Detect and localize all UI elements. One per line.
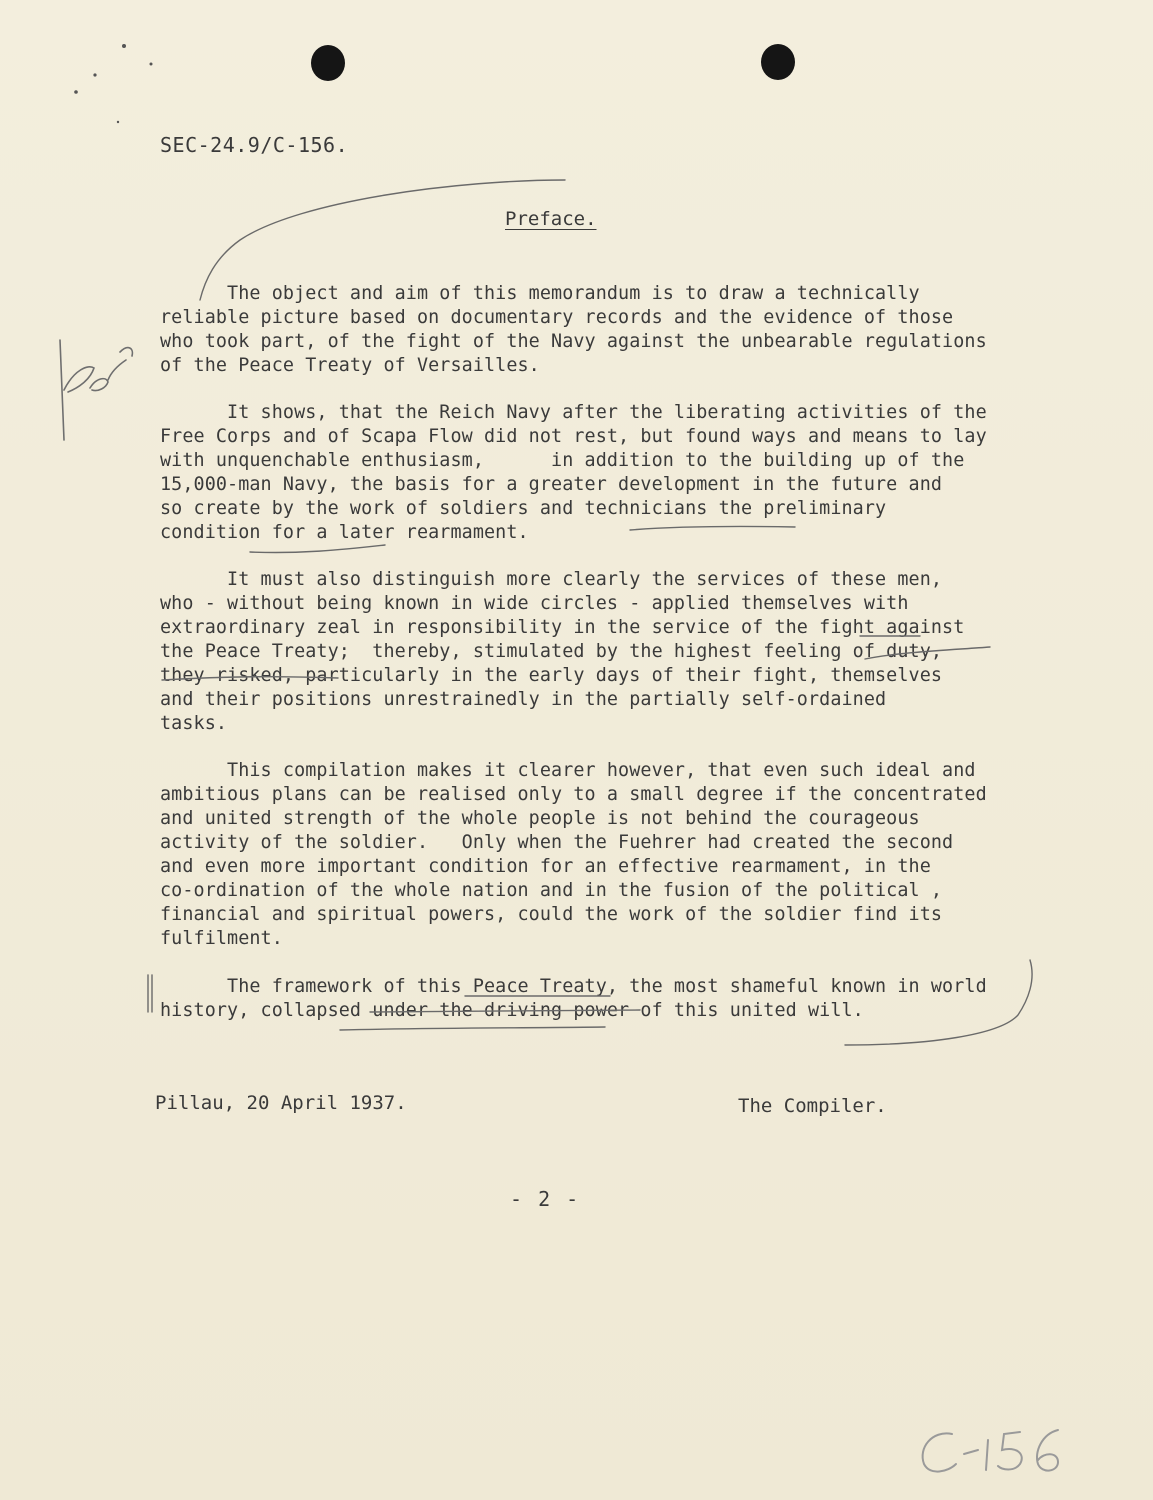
handwritten-document-number: [912, 1420, 1072, 1480]
page-title: Preface.: [505, 208, 597, 230]
pencil-underline: [340, 1027, 605, 1030]
pencil-underline: [250, 545, 385, 553]
paragraph: It must also distinguish more clearly the services of these men, who - without being known in wide circles - applied themselves with extraordinary zeal in responsibility in the service of the fight against the Peace Treaty; thereby, stimulated by the highest feeling of duty, they risked, particularly in the early days of their fight, themselves and their positions unrestrainedly in the partially self-ordained tasks.: [160, 569, 965, 734]
paragraph: The object and aim of this memorandum is to draw a technically reliable picture based on documentary records and the evidence of those who took part, of the fight of the Navy against the unbearable regulations of the Peace Treaty of Versailles.: [160, 283, 987, 376]
document-reference: SEC-24.9/C-156.: [160, 133, 349, 157]
paragraph: It shows, that the Reich Navy after the liberating activities of the Free Corps and of Scapa Flow did not rest, but found ways and means to lay with unquenchable enthusiasm, in addition to the building up of the 15,000-man Navy, the basis for a greater development in the future and so create by the work of soldiers and technicians the preliminary condition for a later rearmament.: [160, 402, 987, 543]
ink-specks: [74, 44, 152, 123]
paragraph: The framework of this Peace Treaty, the most shameful known in world history, collapsed under the driving power of this united will.: [160, 976, 987, 1021]
signature: The Compiler.: [738, 1095, 887, 1117]
place-date: Pillau, 20 April 1937.: [155, 1092, 407, 1114]
punch-hole: [761, 44, 795, 80]
page-number: - 2 -: [510, 1187, 581, 1211]
punch-hole: [311, 45, 345, 81]
paragraph: This compilation makes it clearer however, that even such ideal and ambitious plans can be realised only to a small degree if the concentrated and united strength of the whole people is not behind the courageous activity of the soldier. Only when the Fuehrer had created the second and even more important condition for an effective rearmament, in the co-ordination of the whole nation and in the fusion of the political , financial and spiritual powers, could the work of the soldier find its fulfilment.: [160, 760, 987, 949]
handwritten-initial: [50, 330, 140, 450]
